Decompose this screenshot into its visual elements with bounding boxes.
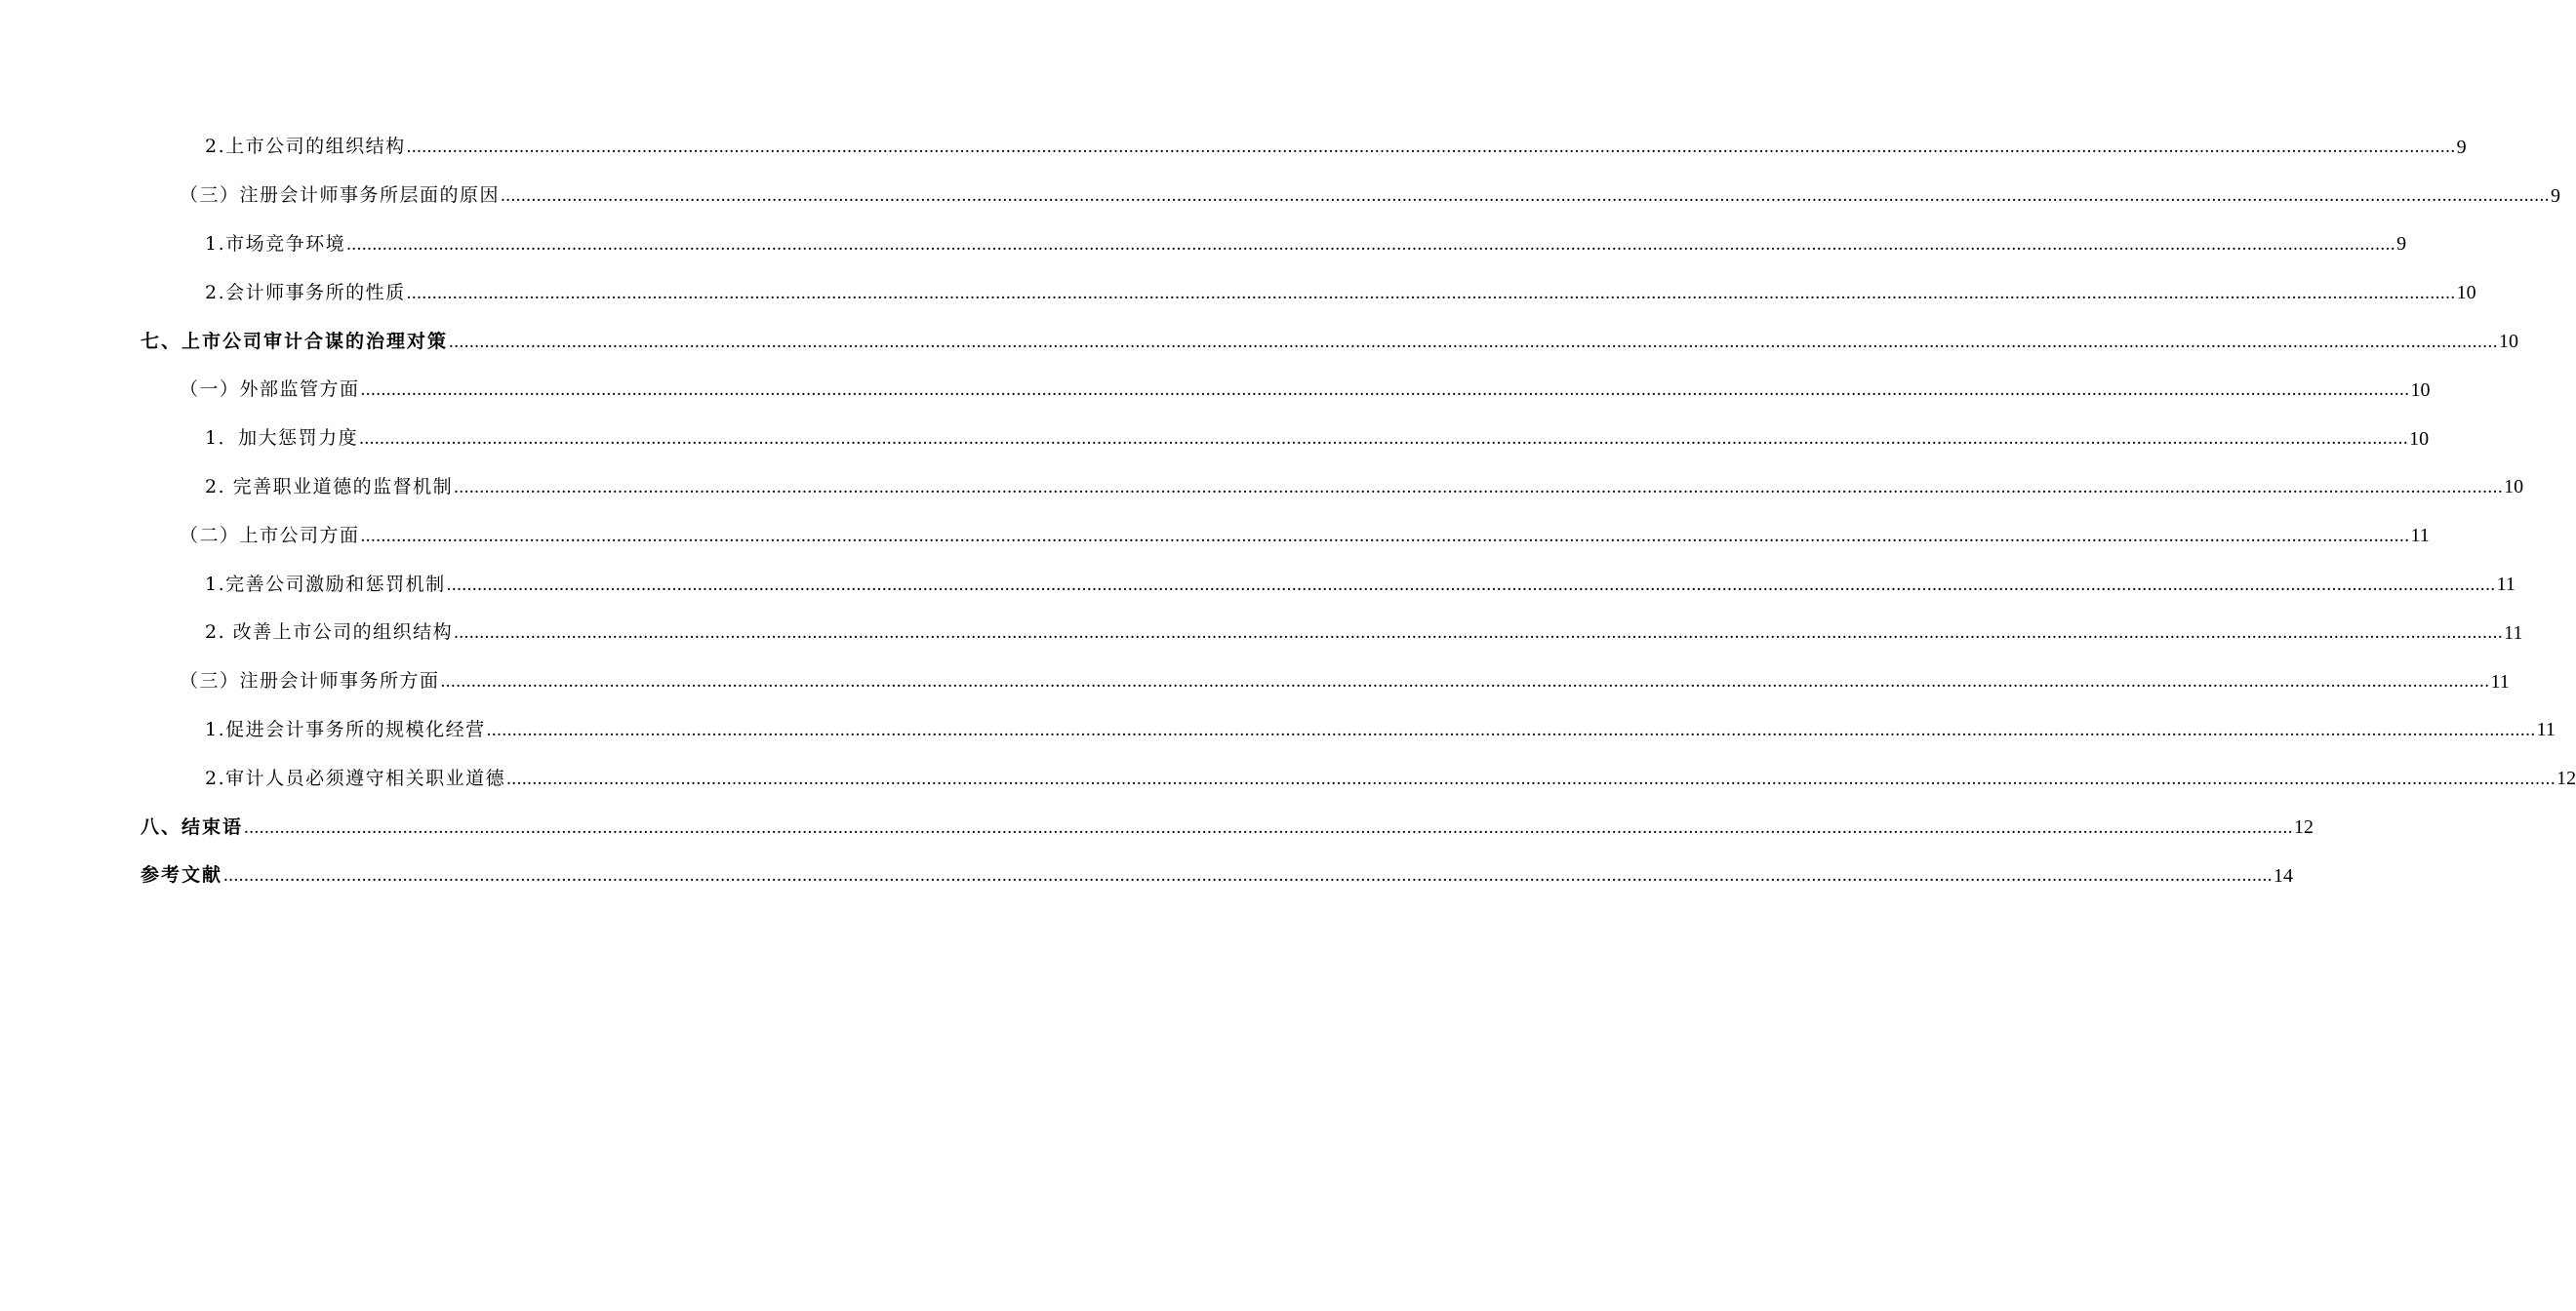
toc-entry[interactable]: [0, 511, 2430, 560]
toc-entry-page-number: 9: [2396, 233, 2407, 256]
toc-entry-title: 1.市场竞争环境: [205, 232, 346, 255]
toc-entry[interactable]: [0, 123, 2467, 172]
toc-dot-leader: ................................................................................................................................................................................................................................................................................................................................................................................................................: [501, 185, 2551, 207]
toc-entry-title: 1.完善公司激励和惩罚机制: [205, 573, 446, 595]
toc-entry-title: （三）注册会计师事务所层面的原因: [180, 184, 501, 207]
toc-entry-page-number: 10: [2410, 378, 2431, 401]
toc-entry-page-number: 10: [2456, 282, 2476, 304]
toc-dot-leader: ................................................................................................................................................................................................................................................................................................................................................................................................................: [454, 476, 2504, 497]
toc-entry-page-number: 10: [2499, 331, 2519, 353]
toc-entry[interactable]: [0, 706, 2556, 755]
toc-entry-page-number: 11: [2496, 574, 2516, 596]
toc-entry-page-number: 11: [2536, 719, 2556, 741]
toc-entry-title: （一）外部监管方面: [180, 378, 360, 401]
toc-dot-leader: ................................................................................................................................................................................................................................................................................................................................................................................................................: [223, 865, 2274, 887]
toc-entry-title: 八、结束语: [141, 815, 244, 838]
toc-entry-page-number: 9: [2456, 136, 2467, 158]
toc-entry[interactable]: [0, 609, 2523, 657]
toc-dot-leader: ................................................................................................................................................................................................................................................................................................................................................................................................................: [506, 768, 2556, 789]
toc-entry[interactable]: [0, 317, 2519, 366]
table-of-contents: [0, 123, 2576, 900]
toc-entry[interactable]: [0, 657, 2510, 706]
toc-entry-title: 2.审计人员必须遵守相关职业道德: [205, 767, 506, 789]
toc-dot-leader: ................................................................................................................................................................................................................................................................................................................................................................................................................: [360, 525, 2410, 546]
toc-dot-leader: ................................................................................................................................................................................................................................................................................................................................................................................................................: [406, 137, 2456, 158]
toc-dot-leader: ................................................................................................................................................................................................................................................................................................................................................................................................................: [244, 816, 2294, 838]
toc-entry-page-number: 11: [2504, 621, 2523, 644]
toc-dot-leader: ................................................................................................................................................................................................................................................................................................................................................................................................................: [446, 574, 2496, 595]
toc-entry-page-number: 12: [2556, 768, 2576, 790]
toc-entry[interactable]: [0, 754, 2576, 803]
toc-entry-title: 七、上市公司审计合谋的治理对策: [141, 330, 449, 352]
toc-entry-title: 2.上市公司的组织结构: [205, 136, 406, 158]
toc-entry-page-number: 9: [2551, 184, 2561, 207]
toc-entry-title: 1.促进会计事务所的规模化经营: [205, 718, 486, 740]
toc-entry-page-number: 10: [2504, 476, 2524, 498]
toc-entry-page-number: 10: [2409, 427, 2430, 450]
toc-entry-page-number: 11: [2490, 670, 2510, 693]
toc-dot-leader: ................................................................................................................................................................................................................................................................................................................................................................................................................: [406, 282, 2456, 303]
toc-entry-page-number: 14: [2274, 864, 2294, 887]
toc-entry-title: 2. 改善上市公司的组织结构: [205, 621, 454, 644]
toc-entry[interactable]: [0, 852, 2294, 900]
toc-dot-leader: ................................................................................................................................................................................................................................................................................................................................................................................................................: [359, 428, 2409, 450]
toc-dot-leader: ................................................................................................................................................................................................................................................................................................................................................................................................................: [449, 331, 2499, 352]
toc-entry[interactable]: [0, 172, 2561, 220]
toc-entry[interactable]: [0, 268, 2476, 317]
toc-dot-leader: ................................................................................................................................................................................................................................................................................................................................................................................................................: [346, 233, 2396, 255]
toc-entry-title: 1．加大惩罚力度: [205, 427, 359, 450]
toc-entry-title: 2. 完善职业道德的监督机制: [205, 475, 454, 497]
toc-dot-leader: ................................................................................................................................................................................................................................................................................................................................................................................................................: [454, 622, 2504, 644]
toc-entry[interactable]: [0, 220, 2407, 269]
toc-entry-title: （二）上市公司方面: [180, 524, 360, 546]
toc-entry[interactable]: [0, 366, 2431, 415]
toc-dot-leader: ................................................................................................................................................................................................................................................................................................................................................................................................................: [486, 719, 2536, 740]
toc-entry-title: （三）注册会计师事务所方面: [180, 670, 440, 693]
toc-entry[interactable]: [0, 560, 2516, 609]
toc-entry[interactable]: [0, 803, 2314, 852]
toc-entry-title: 参考文献: [141, 864, 223, 887]
toc-entry-page-number: 12: [2294, 816, 2314, 839]
toc-dot-leader: ................................................................................................................................................................................................................................................................................................................................................................................................................: [360, 379, 2410, 401]
toc-entry-page-number: 11: [2410, 525, 2430, 547]
toc-entry[interactable]: [0, 415, 2430, 463]
toc-entry[interactable]: [0, 463, 2524, 512]
toc-entry-title: 2.会计师事务所的性质: [205, 281, 406, 303]
toc-dot-leader: ................................................................................................................................................................................................................................................................................................................................................................................................................: [440, 671, 2490, 693]
